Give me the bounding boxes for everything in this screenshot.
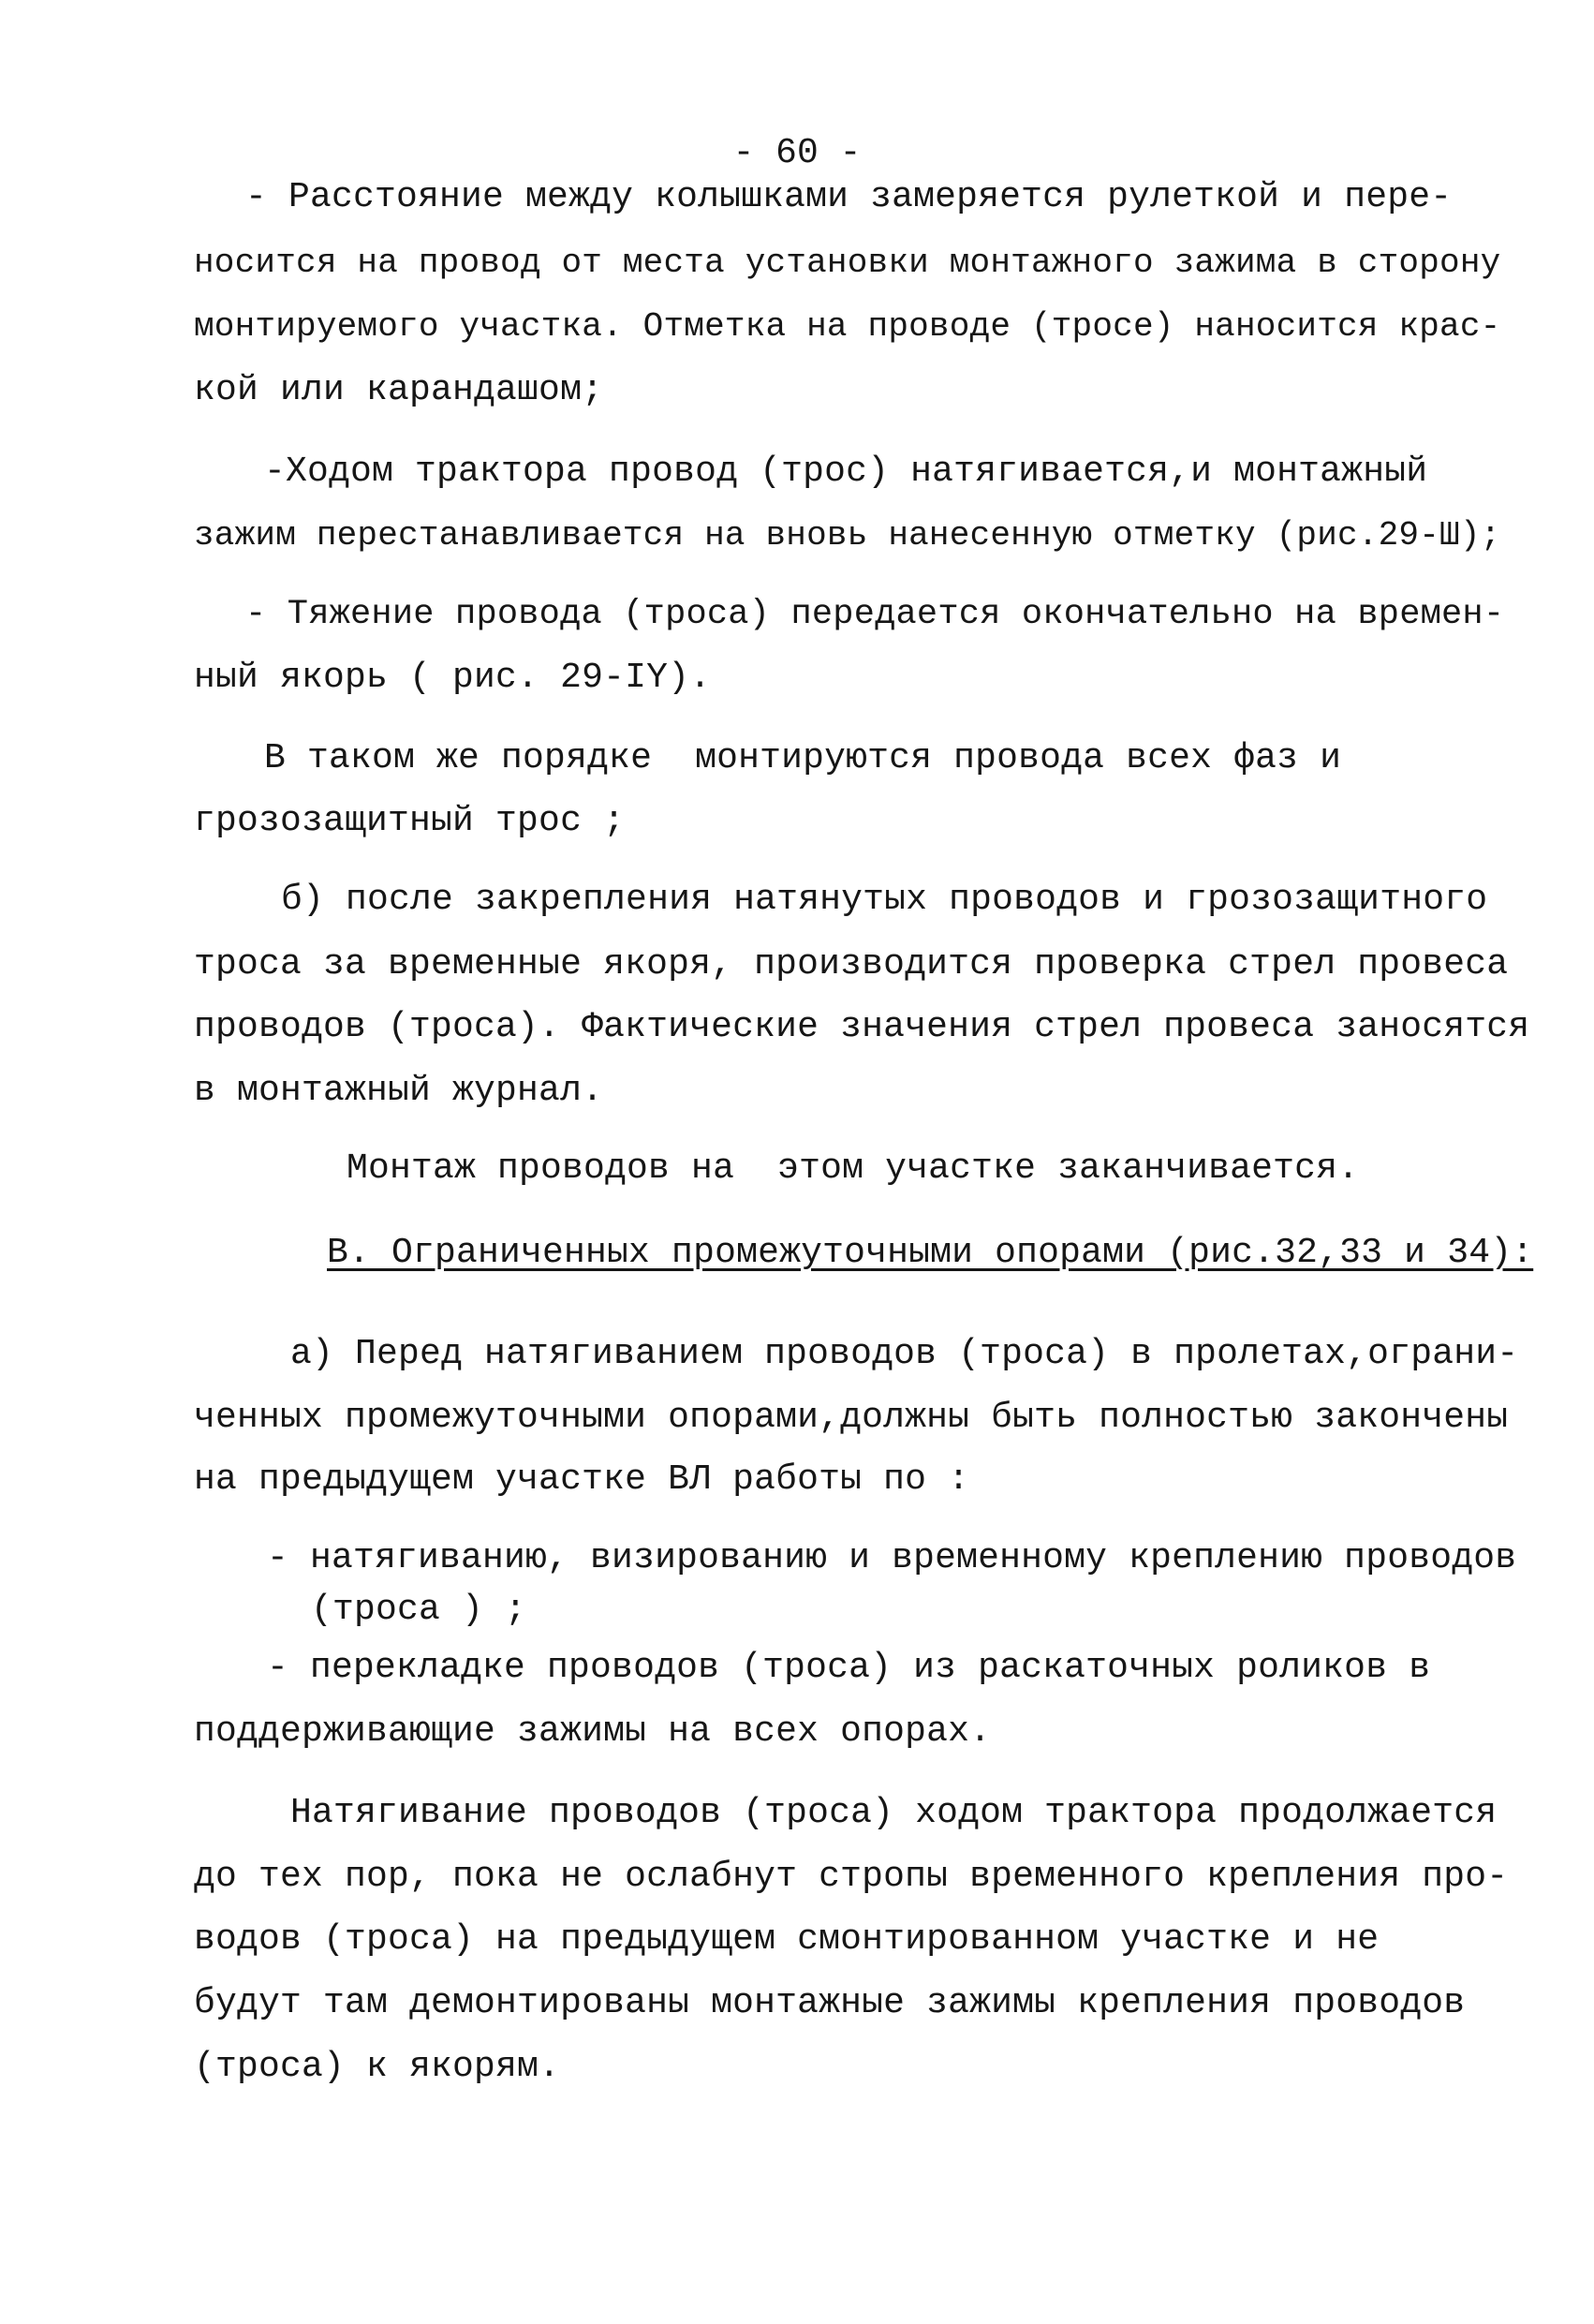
text-line: -Ходом трактора провод (трос) натягивается,и монтажный [264, 451, 1428, 492]
text-line: ный якорь ( рис. 29-IY). [194, 658, 712, 698]
text-line: - Тяжение провода (троса) передается окончательно на времен- [245, 595, 1505, 634]
text-line: поддерживающие зажимы на всех опорах. [194, 1711, 992, 1752]
text-line: будут там демонтированы монтажные зажимы крепления проводов [194, 1983, 1466, 2023]
text-line: троса за временные якоря, производится проверка стрел провеса [194, 944, 1509, 984]
text-line: проводов (троса). Фактические значения стрел провеса заносятся [194, 1007, 1530, 1047]
text-line: носится на провод от места установки монтажного зажима в сторону [194, 244, 1501, 282]
text-line: в монтажный журнал. [194, 1071, 604, 1111]
text-line: зажим перестанавливается на вновь нанесенную отметку (рис.29-Ш); [194, 516, 1501, 555]
text-line: Монтаж проводов на этом участке заканчивается. [347, 1148, 1360, 1189]
text-line: (троса ) ; [311, 1590, 527, 1630]
text-line: Натягивание проводов (троса) ходом трактора продолжается [290, 1793, 1498, 1833]
text-line: - натягиванию, визированию и временному креплению проводов [267, 1538, 1517, 1578]
text-line: б) после закрепления натянутых проводов и грозозащитного [281, 880, 1488, 920]
text-line: грозозащитный трос ; [194, 801, 626, 841]
text-line: на предыдущем участке ВЛ работы по : [194, 1459, 970, 1500]
text-line: (троса) к якорям. [194, 2047, 561, 2087]
section-header: В. Ограниченных промежуточными опорами (рис.32,33 и 34): [327, 1233, 1534, 1273]
text-line: - Расстояние между колышками замеряется рулеткой и пере- [245, 177, 1453, 217]
text-line: - перекладке проводов (троса) из раскаточных роликов в [267, 1648, 1431, 1688]
text-line: В таком же порядке монтируются провода всех фаз и [264, 738, 1342, 778]
text-line: а) Перед натягиванием проводов (троса) в пролетах,ограни- [290, 1334, 1519, 1374]
page-number: - 60 - [732, 133, 862, 173]
text-line: монтируемого участка. Отметка на проводе (тросе) наносится крас- [194, 307, 1501, 346]
text-line: водов (троса) на предыдущем смонтированном участке и не [194, 1919, 1380, 1960]
text-line: ченных промежуточными опорами,должны быть полностью закончены [194, 1398, 1509, 1438]
text-line: кой или карандашом; [194, 370, 604, 410]
text-line: до тех пор, пока не ослабнут стропы временного крепления про- [194, 1857, 1509, 1897]
